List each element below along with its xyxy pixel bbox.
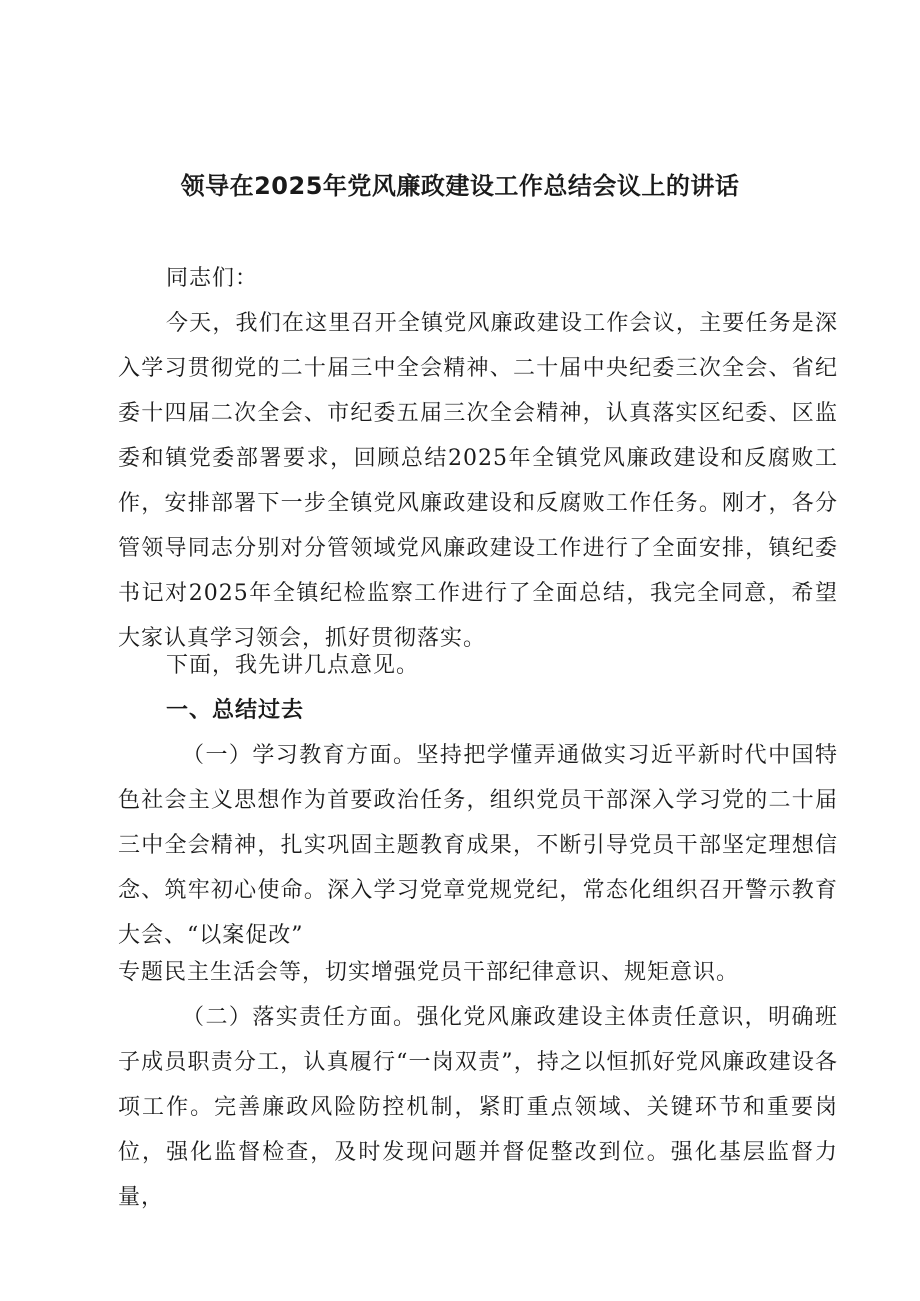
paragraph-item-two: （二）落实责任方面。强化党风廉政建设主体责任意识，明确班子成员职责分工，认真履行“一岗双责”，持之以恒抓好党风廉政建设各项工作。完善廉政风险防控机制，紧盯重点领域、关键环节和重要岗位，强化监督检查，及时发现问题并督促整改到位。强化基层监督力量， — [118, 1005, 838, 1210]
paragraph-transition: 下面，我先讲几点意见。 — [166, 653, 420, 678]
paragraph-intro: 今天，我们在这里召开全镇党风廉政建设工作会议，主要任务是深入学习贯彻党的二十届三中全会精神、二十届中央纪委三次全会、省纪委十四届二次全会、市纪委五届三次全会精神，认真落实区纪委、区监委和镇党委部署要求，回顾总结2025年全镇党风廉政建设和反腐败工作，安排部署下一步全镇党风廉政建设和反腐败工作任务。刚才，各分管领导同志分别对分管领域党风廉政建设工作进行了全面安排，镇纪委书记对2025年全镇纪检监察工作进行了全面总结，我完全同意，希望大家认真学习领会，抓好贯彻落实。 — [118, 311, 838, 651]
paragraph-item-one-continued: 专题民主生活会等，切实增强党员干部纪律意识、规矩意识。 — [118, 960, 740, 985]
section-heading-summary: 一、总结过去 — [166, 698, 305, 723]
document-title: 领导在2025年党风廉政建设工作总结会议上的讲话 — [180, 172, 740, 200]
paragraph-item-one: （一）学习教育方面。坚持把学懂弄通做实习近平新时代中国特色社会主义思想作为首要政治任务，组织党员干部深入学习党的二十届三中全会精神，扎实巩固主题教育成果，不断引导党员干部坚定理想信念、筑牢初心使命。深入学习党章党规党纪，常态化组织召开警示教育大会、“以案促改” — [118, 743, 838, 948]
salutation: 同志们： — [166, 266, 259, 291]
